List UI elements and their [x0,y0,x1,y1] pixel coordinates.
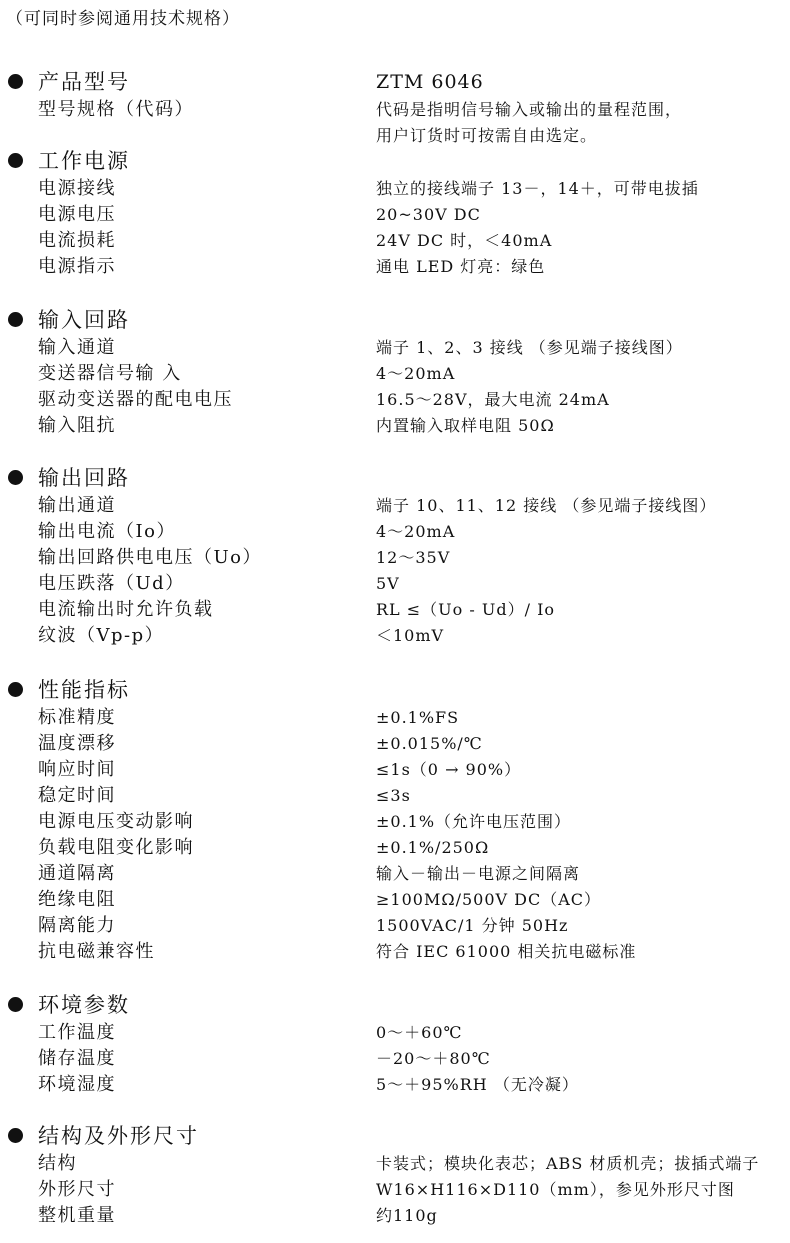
spec-section [0,306,790,439]
spec-label: 型号规格（代码） [38,99,194,120]
spec-row [0,97,790,123]
spec-row [0,939,790,965]
spec-row [0,731,790,757]
spec-value: －20～＋80℃ [376,1049,491,1068]
spec-section [0,1122,790,1229]
spec-row [0,571,790,597]
spec-row [0,176,790,202]
spec-row [0,913,790,939]
spec-row [0,623,790,649]
spec-row [0,519,790,545]
section-heading [0,306,790,335]
spec-value: 24V DC 时，＜40mA [376,231,553,250]
spec-value: 5～＋95%RH （无冷凝） [376,1075,579,1094]
spec-label: 抗电磁兼容性 [38,941,155,962]
spec-row [0,361,790,387]
section-title: 工作电源 [38,149,130,173]
spec-value: ≤1s（0 → 90%） [376,760,522,779]
bullet-icon [8,1128,23,1143]
spec-section [0,147,790,280]
spec-label: 温度漂移 [38,733,116,754]
spec-row [0,861,790,887]
spec-label: 输出回路供电电压（Uo） [38,547,263,568]
section-title: 输入回路 [38,308,130,332]
spec-section [0,68,790,149]
spec-row [0,335,790,361]
section-heading [0,991,790,1020]
spec-row [0,387,790,413]
spec-label: 输出通道 [38,495,116,516]
spec-label: 电源电压 [38,204,116,225]
spec-section [0,464,790,649]
spec-row [0,123,790,149]
bullet-icon [8,153,23,168]
spec-label: 输入阻抗 [38,415,116,436]
spec-label: 变送器信号输 入 [38,363,182,384]
spec-value: 用户订货时可按需自由选定。 [376,126,598,145]
spec-value: 4～20mA [376,364,456,383]
spec-value: 16.5～28V，最大电流 24mA [376,390,610,409]
spec-value: ≤3s [376,786,411,805]
reference-note: （可同时参阅通用技术规格） [6,9,240,29]
spec-label: 隔离能力 [38,915,116,936]
spec-label: 响应时间 [38,759,116,780]
spec-label: 电源指示 [38,256,116,277]
section-title: 结构及外形尺寸 [38,1124,199,1148]
spec-label: 电源接线 [38,178,116,199]
spec-row [0,1072,790,1098]
spec-label: 输入通道 [38,337,116,358]
section-title: 输出回路 [38,466,130,490]
section-heading [0,676,790,705]
spec-row [0,597,790,623]
spec-label: 绝缘电阻 [38,889,116,910]
section-heading [0,147,790,176]
spec-row [0,413,790,439]
section-title: 环境参数 [38,993,130,1017]
spec-value: ±0.1%FS [376,708,460,727]
bullet-icon [8,312,23,327]
spec-label: 稳定时间 [38,785,116,806]
spec-row [0,887,790,913]
spec-value: ＜10mV [376,626,445,645]
spec-value: 20~30V DC [376,205,481,224]
spec-row [0,757,790,783]
spec-row [0,705,790,731]
bullet-icon [8,997,23,1012]
spec-value: 内置输入取样电阻 50Ω [376,416,555,435]
spec-row [0,493,790,519]
spec-label: 纹波（Vp-p） [38,625,165,646]
spec-value: 4～20mA [376,522,456,541]
spec-value: ±0.1%（允许电压范围） [376,812,572,831]
section-heading [0,464,790,493]
spec-value: ±0.1%/250Ω [376,838,490,857]
spec-row [0,809,790,835]
spec-label: 工作温度 [38,1022,116,1043]
spec-label: 驱动变送器的配电电压 [38,389,233,410]
spec-row [0,835,790,861]
spec-value: 卡装式；模块化表芯；ABS 材质机壳；拔插式端子 [376,1154,760,1173]
spec-label: 结构 [38,1153,77,1174]
spec-label: 电流损耗 [38,230,116,251]
spec-label: 电压跌落（Ud） [38,573,185,594]
spec-value: 0～＋60℃ [376,1023,463,1042]
spec-value: 5V [376,574,400,593]
spec-label: 整机重量 [38,1205,116,1226]
spec-label: 负载电阻变化影响 [38,837,194,858]
spec-label: 外形尺寸 [38,1179,116,1200]
bullet-icon [8,470,23,485]
spec-section [0,676,790,965]
spec-label: 输出电流（Io） [38,521,176,542]
spec-row [0,783,790,809]
spec-value: W16×H116×D110（mm），参见外形尺寸图 [376,1180,735,1199]
spec-value: 代码是指明信号输入或输出的量程范围， [376,100,683,119]
spec-value: 端子 1、2、3 接线 （参见端子接线图） [376,338,683,357]
spec-value: 端子 10、11、12 接线 （参见端子接线图） [376,496,717,515]
spec-row [0,1203,790,1229]
spec-value: ±0.015%/℃ [376,734,483,753]
spec-value: 独立的接线端子 13－，14＋，可带电拔插 [376,179,699,198]
spec-value: 12～35V [376,548,451,567]
spec-value: 通电 LED 灯亮：绿色 [376,257,546,276]
bullet-icon [8,74,23,89]
spec-value: ≥100MΩ/500V DC（AC） [376,890,602,909]
spec-row [0,228,790,254]
spec-value: 符合 IEC 61000 相关抗电磁标准 [376,942,637,961]
section-heading [0,68,790,97]
spec-label: 储存温度 [38,1048,116,1069]
spec-row [0,545,790,571]
section-heading [0,1122,790,1151]
spec-row [0,254,790,280]
spec-row [0,1020,790,1046]
section-title: 产品型号 [38,70,130,94]
spec-value: 约110g [376,1206,438,1225]
spec-value: RL ≤（Uo - Ud）/ Io [376,600,556,619]
spec-label: 电流输出时允许负载 [38,599,214,620]
spec-label: 通道隔离 [38,863,116,884]
spec-row [0,1151,790,1177]
spec-row [0,1177,790,1203]
section-title-value: ZTM 6046 [376,71,484,93]
spec-row [0,202,790,228]
spec-row [0,1046,790,1072]
spec-value: 1500VAC/1 分钟 50Hz [376,916,569,935]
spec-value: 输入－输出－电源之间隔离 [376,864,581,883]
spec-section [0,991,790,1098]
bullet-icon [8,682,23,697]
spec-label: 标准精度 [38,707,116,728]
spec-label: 电源电压变动影响 [38,811,194,832]
section-title: 性能指标 [38,678,130,702]
spec-label: 环境湿度 [38,1074,116,1095]
